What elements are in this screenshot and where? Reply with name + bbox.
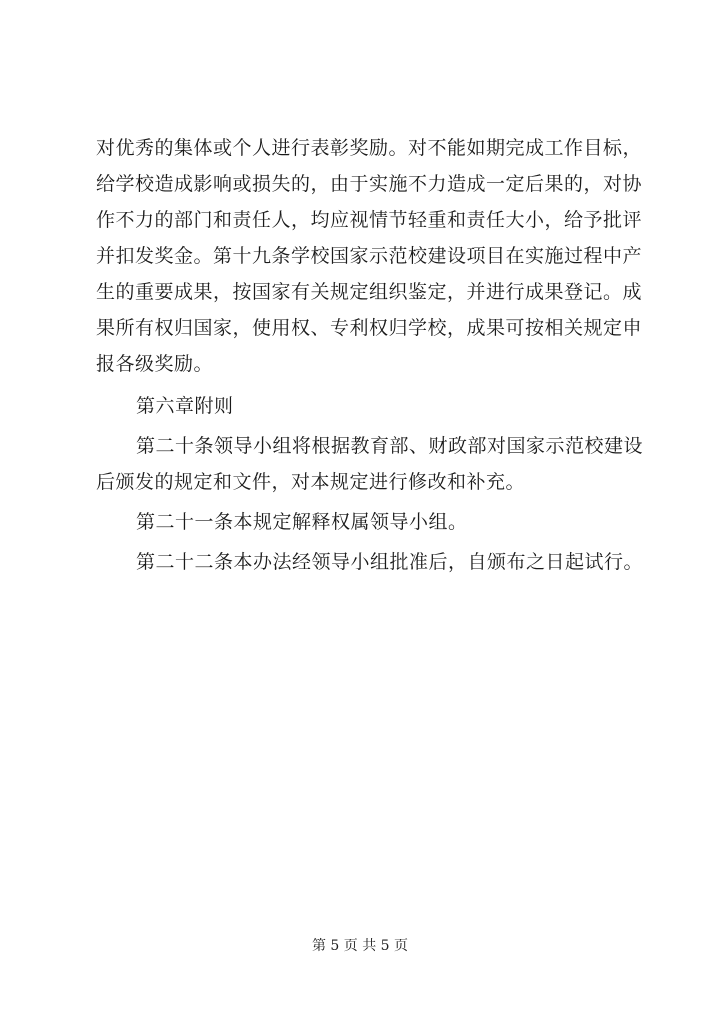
article-22: 第二十二条本办法经领导小组批准后，自颁布之日起试行。: [136, 551, 644, 573]
article-20-line: 后颁发的规定和文件，对本规定进行修改和补充。: [96, 471, 526, 493]
paragraph-line: 作不力的部门和责任人，均应视情节轻重和责任大小，给予批评: [96, 209, 643, 231]
page-indicator: 第 5 页 共 5 页: [311, 938, 409, 954]
paragraph-line: 生的重要成果，按国家有关规定组织鉴定，并进行成果登记。成: [96, 281, 643, 303]
paragraph-line: 并扣发奖金。第十九条学校国家示范校建设项目在实施过程中产: [96, 245, 643, 267]
article-21: 第二十一条本规定解释权属领导小组。: [136, 511, 468, 533]
paragraph-line: 果所有权归国家，使用权、专利权归学校，成果可按相关规定申: [96, 317, 643, 339]
article-20-line: 第二十条领导小组将根据教育部、财政部对国家示范校建设: [136, 435, 644, 457]
paragraph-line: 对优秀的集体或个人进行表彰奖励。对不能如期完成工作目标，: [96, 137, 643, 159]
paragraph-line: 报各级奖励。: [96, 353, 214, 375]
paragraph-line: 给学校造成影响或损失的，由于实施不力造成一定后果的，对协: [96, 173, 643, 195]
chapter-heading: 第六章附则: [136, 395, 234, 417]
page-footer: [0, 936, 720, 956]
